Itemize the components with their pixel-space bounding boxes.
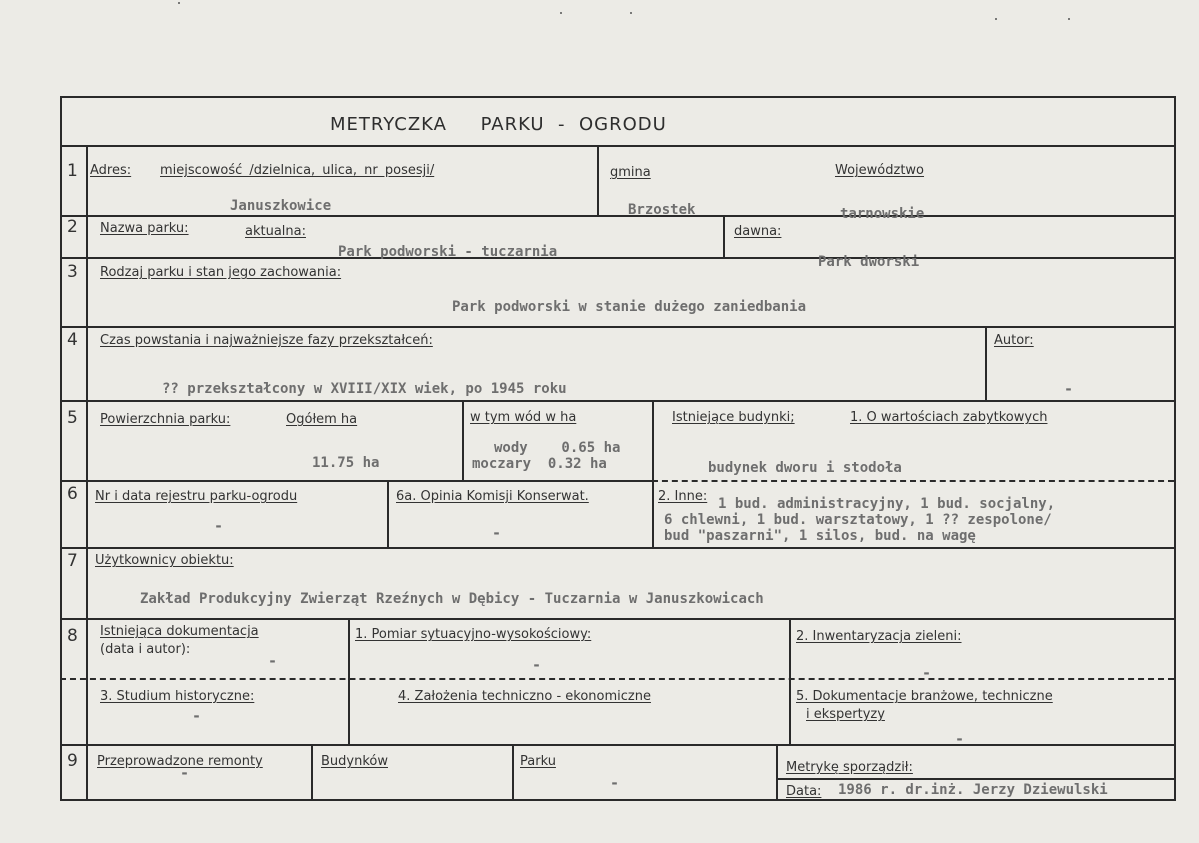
sporzadzil-value: 1986 r. dr.inż. Jerzy Dziewulski xyxy=(838,782,1108,798)
row8-dashed-divider xyxy=(60,678,1174,680)
wody-value: wody 0.65 ha xyxy=(494,440,621,456)
czas-powstania-value: ?? przekształcony w XVIII/XIX wiek, po 1945 roku xyxy=(162,381,567,397)
paper-speck xyxy=(560,12,562,14)
czas-powstania-label: Czas powstania i najważniejsze fazy przekształceń: xyxy=(100,333,433,348)
row-number: 4 xyxy=(67,330,78,350)
cell-divider xyxy=(776,744,778,801)
inne-value-line2: 6 chlewni, 1 bud. warsztatowy, 1 ?? zespolone/ xyxy=(664,512,1052,528)
ekspertyzy-label: i ekspertyzy xyxy=(806,707,885,722)
parku-label: Parku xyxy=(520,754,556,769)
row-divider xyxy=(60,480,652,482)
moczary-value: moczary 0.32 ha xyxy=(472,456,607,472)
inne-label: 2. Inne: xyxy=(658,489,708,504)
zalozenia-label: 4. Założenia techniczno - ekonomiczne xyxy=(398,689,651,704)
adres-detail-label: miejscowość /dzielnica, ulica, nr posesji/ xyxy=(160,163,435,178)
inne-value-line3: bud "paszarni", 1 silos, bud. na wagę xyxy=(664,528,976,544)
row-number: 9 xyxy=(67,751,78,771)
row-number: 7 xyxy=(67,551,78,571)
pomiar-label: 1. Pomiar sytuacyjno-wysokościowy: xyxy=(355,627,592,642)
uzytkownicy-value: Zakład Produkcyjny Zwierząt Rzeźnych w Dębicy - Tuczarnia w Januszkowicach xyxy=(140,591,764,607)
cell-divider xyxy=(789,618,791,744)
frame-left-border xyxy=(60,96,62,801)
studium-value: - xyxy=(192,707,202,725)
zabytkowe-label: 1. O wartościach zabytkowych xyxy=(850,410,1048,425)
paper-speck xyxy=(630,12,632,14)
nazwa-dawna-value: Park dworski xyxy=(818,254,920,270)
data-label: Data: xyxy=(786,784,822,799)
inwentaryzacja-label: 2. Inwentaryzacja zieleni: xyxy=(796,629,962,644)
istniejace-budynki-label: Istniejące budynki; xyxy=(672,410,795,425)
autor-value: - xyxy=(1064,380,1074,398)
aktualna-label: aktualna: xyxy=(245,224,306,239)
row-divider-dashed xyxy=(652,480,1174,482)
ogolem-label: Ogółem ha xyxy=(286,412,358,427)
paper-speck xyxy=(995,18,997,20)
ogolem-value: 11.75 ha xyxy=(312,455,380,471)
pomiar-value: - xyxy=(532,656,542,674)
branzowe-value: - xyxy=(955,730,965,748)
wojewodztwo-value: tarnowskie xyxy=(840,206,925,222)
inne-value-line1: 1 bud. administracyjny, 1 bud. socjalny, xyxy=(718,496,1056,512)
frame-top-border xyxy=(60,96,1176,98)
row-number: 6 xyxy=(67,484,78,504)
cell-divider xyxy=(985,326,987,400)
uzytkownicy-label: Użytkownicy obiektu: xyxy=(95,553,234,568)
row-number: 5 xyxy=(67,408,78,428)
budynkow-label: Budynków xyxy=(321,754,388,769)
branzowe-label: 5. Dokumentacje branżowe, techniczne xyxy=(796,689,1053,704)
dokumentacja-label: Istniejąca dokumentacja xyxy=(100,624,259,639)
paper-speck xyxy=(178,2,180,4)
row-number: 2 xyxy=(67,217,78,237)
row-divider xyxy=(60,400,1176,402)
miejscowosc-value: Januszkowice xyxy=(230,198,332,214)
cell-divider xyxy=(652,400,654,547)
row-number: 3 xyxy=(67,262,78,282)
opinia-value: - xyxy=(492,524,502,542)
rejestr-value: - xyxy=(214,517,224,535)
row-divider xyxy=(60,547,1176,549)
nazwa-parku-label: Nazwa parku: xyxy=(100,221,189,236)
powierzchnia-label: Powierzchnia parku: xyxy=(100,412,231,427)
nazwa-aktualna-value: Park podworski - tuczarnia xyxy=(338,244,558,260)
row-number: 8 xyxy=(67,626,78,646)
cell-divider xyxy=(348,618,350,744)
cell-divider xyxy=(311,744,313,801)
cell-divider xyxy=(723,215,725,257)
opinia-label: 6a. Opinia Komisji Konserwat. xyxy=(396,489,589,504)
inwentaryzacja-value: - xyxy=(922,664,932,682)
zabytkowe-value: budynek dworu i stodoła xyxy=(708,460,902,476)
gmina-value: Brzostek xyxy=(628,202,696,218)
rodzaj-parku-value: Park podworski w stanie dużego zaniedbania xyxy=(452,299,807,315)
parku-value: - xyxy=(610,774,620,792)
dokumentacja-label-date: (data i autor): xyxy=(100,642,191,657)
studium-label: 3. Studium historyczne: xyxy=(100,689,255,704)
paper-speck xyxy=(1068,18,1070,20)
remonty-label: Przeprowadzone remonty xyxy=(97,754,263,769)
wojewodztwo-label: Województwo xyxy=(835,163,925,178)
card-title: METRYCZKA PARKU - OGRODU xyxy=(330,114,667,135)
autor-label: Autor: xyxy=(994,333,1034,348)
cell-divider xyxy=(512,744,514,801)
row-divider xyxy=(60,257,1176,259)
rejestr-label: Nr i data rejestru parku-ogrodu xyxy=(95,489,298,504)
remonty-value: - xyxy=(180,764,190,782)
cell-divider xyxy=(462,400,464,480)
number-column-divider xyxy=(86,145,88,801)
row-number: 1 xyxy=(67,161,78,181)
adres-label: Adres: xyxy=(90,163,132,178)
dokumentacja-value: - xyxy=(268,652,278,670)
gmina-label: gmina xyxy=(610,165,651,180)
rodzaj-parku-label: Rodzaj parku i stan jego zachowania: xyxy=(100,265,342,280)
row-divider xyxy=(60,145,1176,147)
row-divider xyxy=(60,618,1176,620)
dawna-label: dawna: xyxy=(734,224,782,239)
frame-right-border xyxy=(1174,96,1176,801)
frame-bottom-border xyxy=(60,799,1176,801)
row-divider xyxy=(60,326,1176,328)
row-divider xyxy=(60,744,1176,746)
row-divider xyxy=(60,215,1176,217)
cell-divider xyxy=(597,145,599,215)
row9-inner-divider xyxy=(776,778,1174,780)
cell-divider xyxy=(387,480,389,547)
wod-label: w tym wód w ha xyxy=(470,410,577,425)
sporzadzil-label: Metrykę sporządził: xyxy=(786,760,913,775)
